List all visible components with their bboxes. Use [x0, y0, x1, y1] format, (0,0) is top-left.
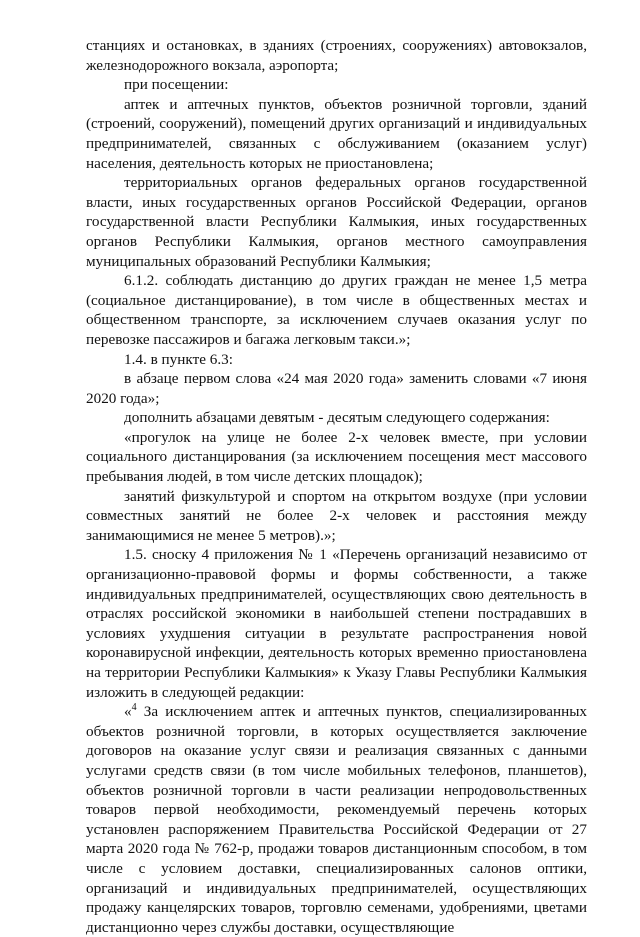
paragraph-2: при посещении:: [124, 76, 229, 94]
document-body: [86, 36, 587, 937]
paragraph-1: станциях и остановках, в зданиях (строениях, сооружениях) автовокзалов, железнодорожного вокзала, аэропорта;: [86, 37, 587, 74]
footnote-open-quote: «: [124, 703, 132, 721]
paragraph-5: 6.1.2. соблюдать дистанцию до других граждан не менее 1,5 метра (социальное дистанцирование), в том числе в общественных местах и общественном транспорте, за исключением случаев оказания услуг по перевозке пассажиров и багажа легковым такси.»;: [86, 272, 587, 348]
paragraph-11: 1.5. сноску 4 приложения № 1 «Перечень организаций независимо от организационно-правовой формы и формы собственности, а также индивидуальных предпринимателей, осуществляющих свою деятельность в отраслях российской экономики в наибольшей степени пострадавших в условиях ухудшения ситуации в результате распространения новой коронавирусной инфекции, деятельность которых временно приостановлена на территории Республики Калмыкия» к Указу Главы Республики Калмыкия изложить в следующей редакции:: [86, 546, 587, 701]
footnote-paragraph: [86, 702, 587, 937]
paragraph-9: «прогулок на улице не более 2-х человек вместе, при условии социального дистанцирования (за исключением посещения мест массового пребывания людей, в том числе детских площадок);: [86, 428, 587, 486]
paragraph-3: аптек и аптечных пунктов, объектов розничной торговли, зданий (строений, сооружений), помещений других организаций и индивидуальных предпринимателей, связанных с обслуживанием (оказанием услуг) населения, деятельность которых не приостановлена;: [86, 95, 587, 172]
paragraph-4: территориальных органов федеральных органов государственной власти, иных государственных органов Российской Федерации, органов государственной власти Республики Калмыкия, иных государственных органов Республики Калмыкия, органов местного самоуправления муниципальных образований Республики Калмыкия;: [86, 174, 587, 270]
footnote-marker: 4: [131, 702, 137, 714]
paragraph-10: занятий физкультурой и спортом на открытом воздухе (при условии совместных занятий не более 2-х человек и расстояния между занимающимися не менее 5 метров).»;: [86, 487, 587, 544]
footnote-text: За исключением аптек и аптечных пунктов, специализированных объектов розничной торговли, в которых осуществляется заключение договоров на оказание услуг связи и реализация связанных с данными услугами средств связи (в том числе мобильных телефонов, планшетов), объектов розничной торговли в части реализации непродовольственных товаров первой необходимости, рекомендуемый перечень которых установлен распоряжением Правительства Российской Федерации от 27 марта 2020 года № 762-р, продажи товаров дистанционным способом, в том числе с условием доставки, специализированных салонов оптики, организаций и индивидуальных предпринимателей, осуществляющих продажу канцелярских товаров, торговлю семенами, удобрениями, цветами дистанционно через службы доставки, осуществляющие: [86, 703, 587, 936]
paragraph-8: дополнить абзацами девятым - десятым следующего содержания:: [124, 409, 550, 427]
paragraph-6: 1.4. в пункте 6.3:: [124, 350, 233, 368]
paragraph-7: в абзаце первом слова «24 мая 2020 года» заменить словами «7 июня 2020 года»;: [86, 370, 587, 407]
